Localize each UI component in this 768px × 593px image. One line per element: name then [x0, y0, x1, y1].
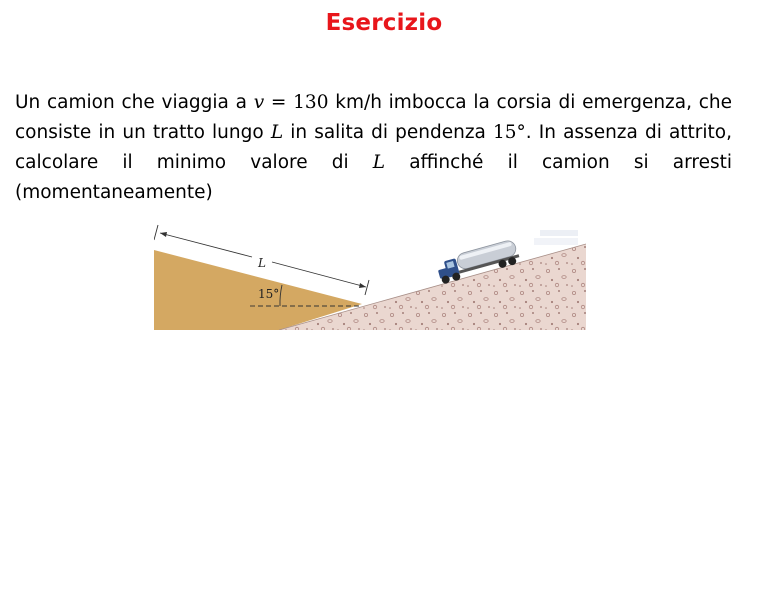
math-v: v [253, 92, 265, 113]
text-segment: Un camion che viaggia a [15, 92, 254, 113]
math-L: L [372, 152, 386, 173]
math-v-value: = 130 [264, 92, 329, 113]
text-segment: km/h imbocca la corsia di emergenza, che consiste in un tratto lungo [15, 92, 732, 143]
length-label: L [258, 256, 266, 270]
math-angle: 15° [493, 122, 526, 143]
slide-title: Esercizio [325, 10, 443, 36]
angle-label: 15° [258, 287, 280, 301]
motion-streaks [534, 230, 578, 245]
text-segment: affinché il camion si arresti (momentaneamente) [15, 152, 732, 203]
text-segment: . In assenza di attrito, calcolare il minimo valore di [15, 122, 732, 173]
ramp-figure [154, 222, 586, 330]
ramp-diagram [154, 222, 586, 330]
problem-text [15, 88, 732, 208]
math-L: L [270, 122, 284, 143]
text-segment: in salita di pendenza [283, 122, 493, 143]
